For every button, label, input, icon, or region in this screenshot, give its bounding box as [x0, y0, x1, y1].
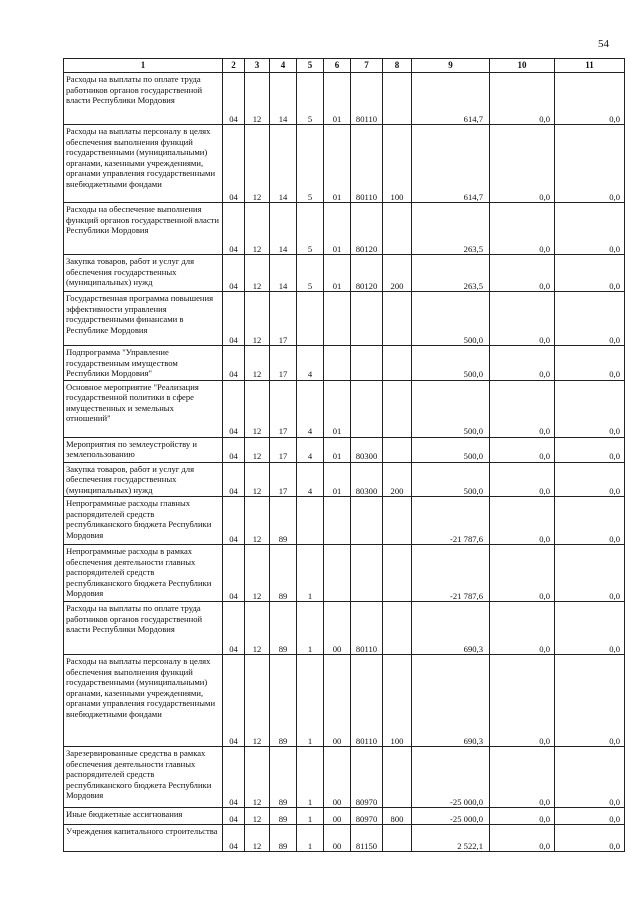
cell-c8: 200 [383, 255, 412, 292]
cell-c9: 500,0 [412, 346, 490, 381]
cell-c6 [324, 545, 351, 602]
table-body [64, 73, 625, 852]
table-row [64, 437, 625, 462]
cell-c8 [383, 437, 412, 462]
cell-c4: 17 [270, 462, 297, 497]
cell-c10: 0,0 [490, 73, 555, 125]
cell-c4: 17 [270, 292, 297, 346]
cell-c6: 01 [324, 437, 351, 462]
cell-c9: 500,0 [412, 437, 490, 462]
cell-c7: 80300 [351, 462, 383, 497]
cell-c4: 14 [270, 73, 297, 125]
cell-c5: 1 [297, 545, 324, 602]
cell-c6: 00 [324, 747, 351, 808]
cell-c3: 12 [245, 346, 270, 381]
cell-c3: 12 [245, 497, 270, 545]
table-row [64, 462, 625, 497]
row-name: Учреждения капитального строительства [64, 825, 223, 852]
table-row [64, 655, 625, 747]
cell-c8 [383, 825, 412, 852]
cell-c11: 0,0 [555, 255, 625, 292]
cell-c2: 04 [223, 255, 245, 292]
cell-c10: 0,0 [490, 825, 555, 852]
cell-c11: 0,0 [555, 73, 625, 125]
table-row [64, 808, 625, 825]
cell-c8 [383, 73, 412, 125]
cell-c5: 5 [297, 125, 324, 203]
cell-c3: 12 [245, 380, 270, 437]
row-name: Расходы на выплаты по оплате труда работников органов государственной власти Республики Мордовия [64, 602, 223, 655]
cell-c5: 1 [297, 825, 324, 852]
cell-c6: 00 [324, 808, 351, 825]
cell-c11: 0,0 [555, 462, 625, 497]
cell-c5 [297, 497, 324, 545]
cell-c8: 800 [383, 808, 412, 825]
cell-c4: 89 [270, 497, 297, 545]
cell-c9: 500,0 [412, 292, 490, 346]
row-name: Государственная программа повышения эффективности управления государственными финансами в Республике Мордовия [64, 292, 223, 346]
row-name: Расходы на выплаты персоналу в целях обеспечения выполнения функций государственными (муниципальными) органами, казенными учреждениями, органами управления государственными внебюджетными фондами [64, 125, 223, 203]
cell-c3: 12 [245, 437, 270, 462]
column-header-2: 2 [223, 59, 245, 73]
cell-c10: 0,0 [490, 203, 555, 255]
cell-c10: 0,0 [490, 462, 555, 497]
cell-c9: 690,3 [412, 602, 490, 655]
row-name: Непрограммные расходы в рамках обеспечения деятельности главных распорядителей средств республиканского бюджета Республики Мордовия [64, 545, 223, 602]
row-name: Расходы на выплаты по оплате труда работников органов государственной власти Республики Мордовия [64, 73, 223, 125]
table-row [64, 125, 625, 203]
cell-c6 [324, 292, 351, 346]
column-header-3: 3 [245, 59, 270, 73]
cell-c7: 80110 [351, 125, 383, 203]
column-header-9: 9 [412, 59, 490, 73]
cell-c10: 0,0 [490, 292, 555, 346]
cell-c11: 0,0 [555, 655, 625, 747]
cell-c9: 690,3 [412, 655, 490, 747]
cell-c5: 5 [297, 73, 324, 125]
cell-c7 [351, 380, 383, 437]
row-name: Подпрограмма "Управление государственным имуществом Республики Мордовия" [64, 346, 223, 381]
cell-c9: -25 000,0 [412, 808, 490, 825]
cell-c7 [351, 292, 383, 346]
row-name: Иные бюджетные ассигнования [64, 808, 223, 825]
cell-c2: 04 [223, 602, 245, 655]
cell-c3: 12 [245, 203, 270, 255]
cell-c7: 81150 [351, 825, 383, 852]
table-row [64, 292, 625, 346]
row-name: Основное мероприятие "Реализация государственной политики в сфере имущественных и земельных отношений" [64, 380, 223, 437]
column-header-6: 6 [324, 59, 351, 73]
row-name: Непрограммные расходы главных распорядителей средств республиканского бюджета Республики Мордовия [64, 497, 223, 545]
column-header-1: 1 [64, 59, 223, 73]
cell-c11: 0,0 [555, 292, 625, 346]
cell-c8: 200 [383, 462, 412, 497]
row-name: Расходы на обеспечение выполнения функций органов государственной власти Республики Мордовия [64, 203, 223, 255]
cell-c7 [351, 497, 383, 545]
cell-c9: 500,0 [412, 462, 490, 497]
cell-c4: 89 [270, 655, 297, 747]
cell-c9: 263,5 [412, 203, 490, 255]
table-row [64, 497, 625, 545]
cell-c2: 04 [223, 747, 245, 808]
table-row [64, 747, 625, 808]
cell-c7: 80120 [351, 203, 383, 255]
cell-c2: 04 [223, 125, 245, 203]
cell-c4: 14 [270, 125, 297, 203]
cell-c9: 263,5 [412, 255, 490, 292]
cell-c7: 80970 [351, 747, 383, 808]
cell-c5: 1 [297, 808, 324, 825]
cell-c2: 04 [223, 462, 245, 497]
cell-c11: 0,0 [555, 545, 625, 602]
cell-c8 [383, 497, 412, 545]
cell-c5 [297, 292, 324, 346]
cell-c6: 01 [324, 125, 351, 203]
cell-c4: 17 [270, 437, 297, 462]
cell-c3: 12 [245, 292, 270, 346]
cell-c7: 80110 [351, 655, 383, 747]
cell-c11: 0,0 [555, 437, 625, 462]
cell-c6: 00 [324, 825, 351, 852]
column-header-7: 7 [351, 59, 383, 73]
table-row [64, 380, 625, 437]
cell-c10: 0,0 [490, 437, 555, 462]
cell-c8 [383, 380, 412, 437]
cell-c11: 0,0 [555, 203, 625, 255]
cell-c10: 0,0 [490, 380, 555, 437]
cell-c4: 89 [270, 808, 297, 825]
table-row [64, 545, 625, 602]
cell-c2: 04 [223, 346, 245, 381]
cell-c6 [324, 346, 351, 381]
cell-c5: 4 [297, 380, 324, 437]
cell-c8 [383, 602, 412, 655]
cell-c6: 01 [324, 73, 351, 125]
cell-c2: 04 [223, 292, 245, 346]
cell-c3: 12 [245, 545, 270, 602]
cell-c10: 0,0 [490, 655, 555, 747]
cell-c6: 00 [324, 655, 351, 747]
column-header-11: 11 [555, 59, 625, 73]
cell-c5: 1 [297, 602, 324, 655]
cell-c5: 5 [297, 255, 324, 292]
cell-c7: 80110 [351, 73, 383, 125]
cell-c4: 89 [270, 545, 297, 602]
cell-c9: -21 787,6 [412, 497, 490, 545]
cell-c11: 0,0 [555, 497, 625, 545]
cell-c3: 12 [245, 655, 270, 747]
cell-c6: 00 [324, 602, 351, 655]
cell-c4: 89 [270, 825, 297, 852]
cell-c2: 04 [223, 73, 245, 125]
cell-c9: 500,0 [412, 380, 490, 437]
cell-c8 [383, 545, 412, 602]
cell-c11: 0,0 [555, 747, 625, 808]
cell-c2: 04 [223, 655, 245, 747]
cell-c9: 2 522,1 [412, 825, 490, 852]
cell-c8 [383, 747, 412, 808]
cell-c11: 0,0 [555, 825, 625, 852]
cell-c10: 0,0 [490, 602, 555, 655]
table-row [64, 73, 625, 125]
row-name: Зарезервированные средства в рамках обеспечения деятельности главных распорядителей средств республиканского бюджета Республики Мордовия [64, 747, 223, 808]
cell-c10: 0,0 [490, 808, 555, 825]
column-header-10: 10 [490, 59, 555, 73]
cell-c10: 0,0 [490, 545, 555, 602]
cell-c3: 12 [245, 825, 270, 852]
cell-c3: 12 [245, 73, 270, 125]
table-row [64, 255, 625, 292]
cell-c2: 04 [223, 380, 245, 437]
page-number: 54 [598, 38, 609, 50]
cell-c3: 12 [245, 808, 270, 825]
cell-c10: 0,0 [490, 747, 555, 808]
cell-c4: 89 [270, 747, 297, 808]
cell-c3: 12 [245, 255, 270, 292]
cell-c4: 17 [270, 380, 297, 437]
cell-c3: 12 [245, 747, 270, 808]
cell-c4: 89 [270, 602, 297, 655]
column-header-8: 8 [383, 59, 412, 73]
cell-c10: 0,0 [490, 497, 555, 545]
table-row [64, 602, 625, 655]
cell-c10: 0,0 [490, 255, 555, 292]
cell-c5: 4 [297, 462, 324, 497]
cell-c6: 01 [324, 380, 351, 437]
header-row [64, 59, 625, 73]
cell-c7: 80300 [351, 437, 383, 462]
cell-c2: 04 [223, 203, 245, 255]
row-name: Закупка товаров, работ и услуг для обеспечения государственных (муниципальных) нужд [64, 255, 223, 292]
table-row [64, 825, 625, 852]
cell-c11: 0,0 [555, 602, 625, 655]
cell-c4: 14 [270, 203, 297, 255]
cell-c8 [383, 346, 412, 381]
cell-c10: 0,0 [490, 346, 555, 381]
cell-c6: 01 [324, 203, 351, 255]
cell-c9: 614,7 [412, 73, 490, 125]
cell-c2: 04 [223, 825, 245, 852]
cell-c3: 12 [245, 462, 270, 497]
cell-c5: 1 [297, 747, 324, 808]
row-name: Мероприятия по землеустройству и землепользованию [64, 437, 223, 462]
cell-c9: 614,7 [412, 125, 490, 203]
cell-c2: 04 [223, 437, 245, 462]
cell-c8: 100 [383, 655, 412, 747]
column-header-4: 4 [270, 59, 297, 73]
cell-c4: 17 [270, 346, 297, 381]
column-header-5: 5 [297, 59, 324, 73]
cell-c2: 04 [223, 497, 245, 545]
cell-c11: 0,0 [555, 346, 625, 381]
cell-c7 [351, 545, 383, 602]
cell-c11: 0,0 [555, 125, 625, 203]
cell-c9: -21 787,6 [412, 545, 490, 602]
cell-c8 [383, 203, 412, 255]
cell-c3: 12 [245, 125, 270, 203]
cell-c9: -25 000,0 [412, 747, 490, 808]
cell-c11: 0,0 [555, 380, 625, 437]
cell-c7 [351, 346, 383, 381]
cell-c2: 04 [223, 545, 245, 602]
cell-c10: 0,0 [490, 125, 555, 203]
cell-c3: 12 [245, 602, 270, 655]
row-name: Расходы на выплаты персоналу в целях обеспечения выполнения функций государственными (муниципальными) органами, казенными учреждениями, органами управления государственными внебюджетными фондами [64, 655, 223, 747]
table-row [64, 203, 625, 255]
cell-c8 [383, 292, 412, 346]
cell-c2: 04 [223, 808, 245, 825]
cell-c5: 4 [297, 437, 324, 462]
cell-c7: 80970 [351, 808, 383, 825]
cell-c4: 14 [270, 255, 297, 292]
cell-c6 [324, 497, 351, 545]
budget-table [63, 58, 625, 852]
cell-c11: 0,0 [555, 808, 625, 825]
cell-c5: 1 [297, 655, 324, 747]
cell-c5: 4 [297, 346, 324, 381]
row-name: Закупка товаров, работ и услуг для обеспечения государственных (муниципальных) нужд [64, 462, 223, 497]
cell-c6: 01 [324, 462, 351, 497]
table-row [64, 346, 625, 381]
cell-c6: 01 [324, 255, 351, 292]
cell-c7: 80110 [351, 602, 383, 655]
cell-c5: 5 [297, 203, 324, 255]
cell-c8: 100 [383, 125, 412, 203]
cell-c7: 80120 [351, 255, 383, 292]
